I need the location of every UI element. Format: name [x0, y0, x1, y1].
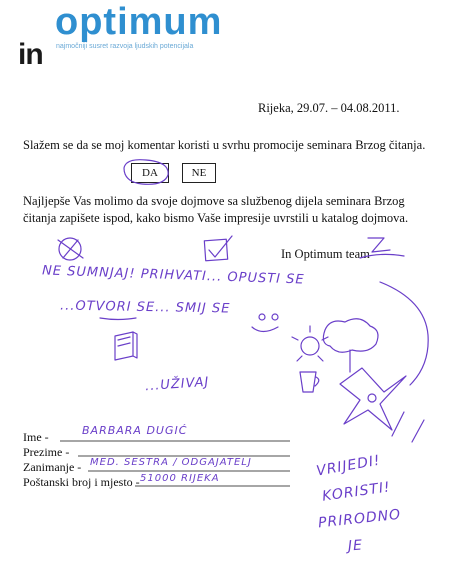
- logo-tagline: najmočniji susret razvoja ljudskih potencijala: [56, 43, 194, 50]
- smiley-faces-doodle: [252, 314, 278, 332]
- tree-doodle: [323, 319, 378, 352]
- book-doodle: [115, 332, 137, 360]
- option-no-box[interactable]: NE: [182, 163, 216, 183]
- swirl-doodle: [380, 282, 428, 385]
- team-signature: In Optimum team: [281, 247, 370, 261]
- ime-label: Ime -: [23, 430, 49, 444]
- bottom-right-strokes: [392, 412, 424, 442]
- zanimanje-label: Zanimanje -: [23, 460, 82, 474]
- handwritten-right-4: JE: [347, 537, 364, 555]
- zanimanje-field[interactable]: MED. SESTRA / ODGAJATELJ: [90, 457, 252, 468]
- handwritten-right-1: VRIJEDI!: [315, 452, 382, 480]
- otvori-underline: [100, 318, 136, 320]
- star-doodle: [340, 368, 406, 430]
- prezime-field[interactable]: [82, 444, 272, 457]
- cup-doodle: [300, 372, 319, 392]
- request-text-line2: čitanja zapišete ispod, kako bismo Vaše impresije uvrstili u katalog dojmova.: [23, 211, 409, 225]
- prezime-label: Prezime -: [23, 445, 70, 459]
- handwritten-line-2: ...OTVORI SE... SMIJ SE: [59, 298, 231, 317]
- logo-in-mark: in: [18, 38, 43, 71]
- handwritten-line-1: NE SUMNJAJ! PRIHVATI... OPUSTI SE: [41, 263, 305, 288]
- ime-field[interactable]: BARBARA DUGIĆ: [82, 424, 188, 437]
- postanski-field[interactable]: 51000 RIJEKA: [140, 473, 220, 484]
- handwritten-right-2: KORISTI!: [321, 479, 392, 505]
- option-yes-box[interactable]: DA: [131, 163, 169, 183]
- sun-doodle: [292, 326, 328, 361]
- request-text-line1: Najljepše Vas molimo da svoje dojmove sa službenog dijela seminara Brzog: [23, 194, 405, 208]
- postanski-label: Poštanski broj i mjesto -: [23, 475, 140, 489]
- logo-optimum-wordmark: optimum: [55, 1, 223, 43]
- handwritten-line-3: ...UŽIVAJ: [144, 374, 210, 395]
- consent-text: Slažem se da se moj komentar koristi u svrhu promocije seminara Brzog čitanja.: [23, 138, 426, 152]
- handwritten-right-3: PRIRODNO: [317, 506, 402, 532]
- checkbox-doodle: [204, 236, 232, 261]
- place-date: Rijeka, 29.07. – 04.08.2011.: [258, 101, 400, 115]
- crossed-circle-doodle: [58, 238, 83, 260]
